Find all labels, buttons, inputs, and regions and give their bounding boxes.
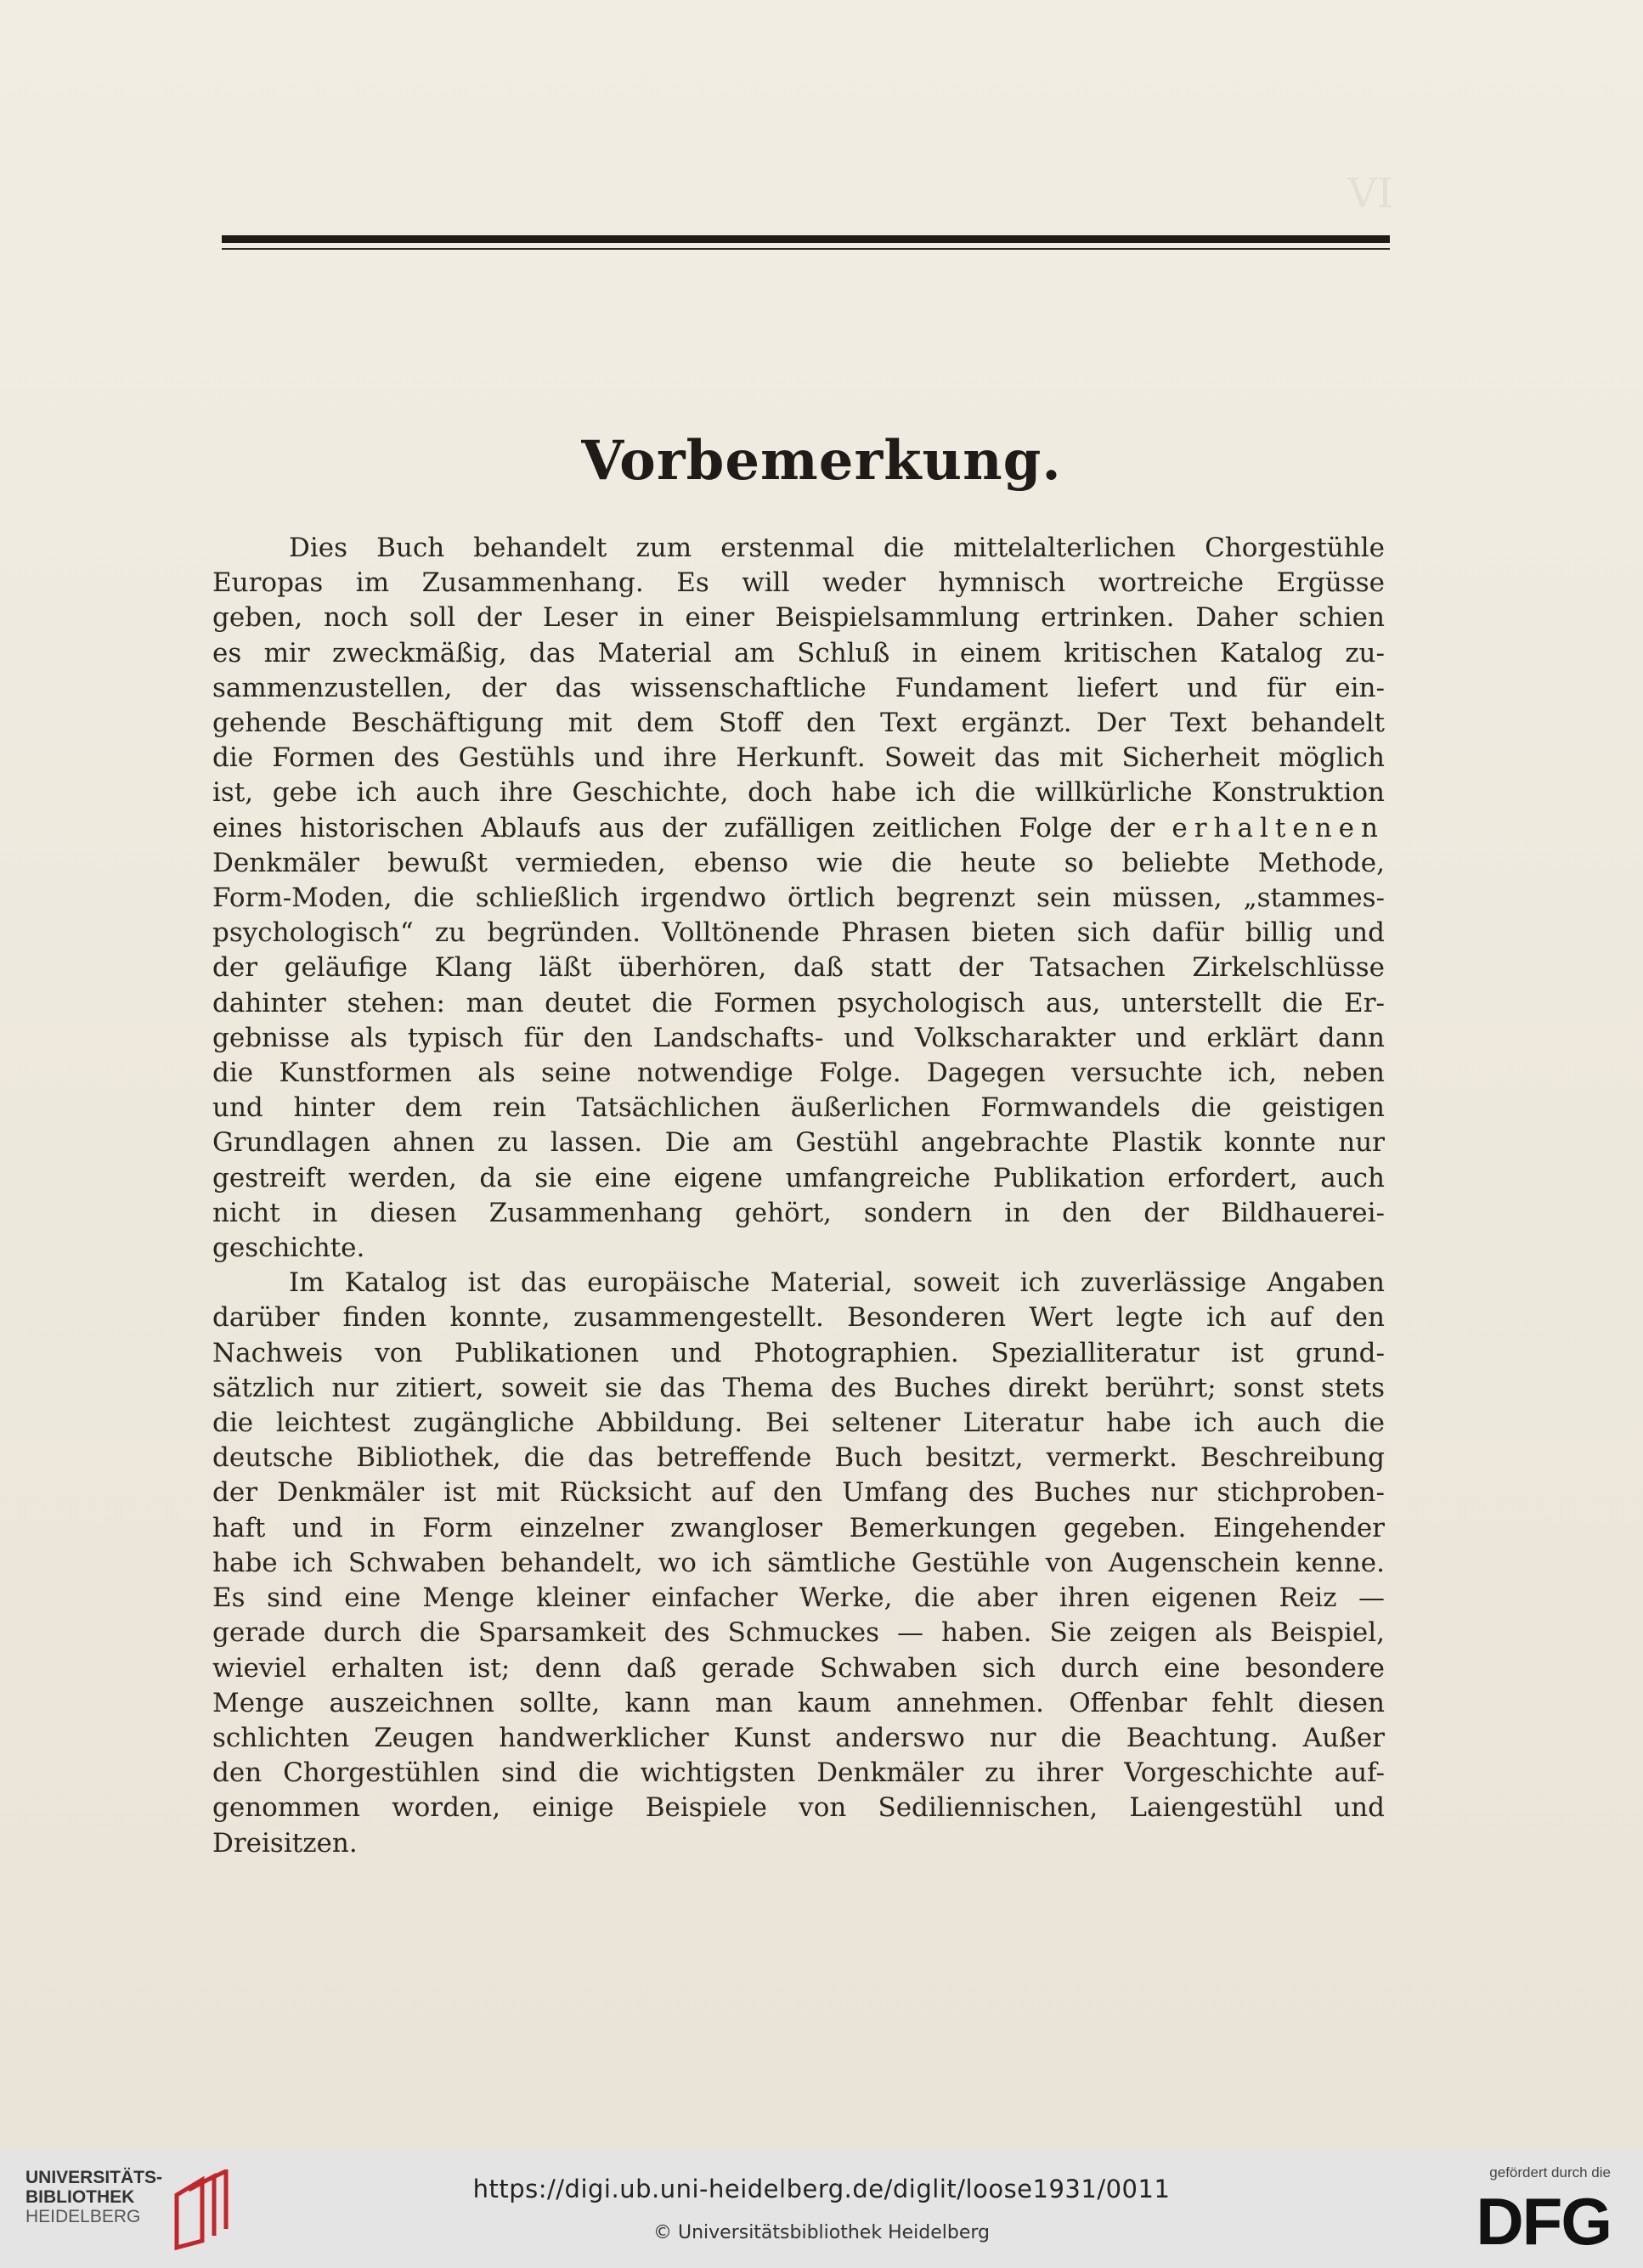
text-line: es mir zweckmäßig, das Material am Schluß in einem kritischen Katalog zu- bbox=[212, 637, 1385, 669]
text-line: der geläufige Klang läßt überhören, daß statt der Tatsachen Zirkelschlüsse bbox=[212, 952, 1385, 984]
library-line-1: UNIVERSITÄTS- bbox=[25, 2168, 163, 2187]
text-line: geben, noch soll der Leser in einer Beispielsammlung ertrinken. Daher schien bbox=[212, 602, 1385, 634]
text-line: wieviel erhalten ist; denn daß gerade Schwaben sich durch eine besondere bbox=[212, 1652, 1385, 1684]
text-line: genommen worden, einige Beispiele von Sediliennischen, Laiengestühl und bbox=[212, 1792, 1385, 1824]
viewer-footer bbox=[0, 2149, 1643, 2268]
library-line-3: HEIDELBERG bbox=[25, 2207, 141, 2226]
text-line: dahinter stehen: man deutet die Formen psychologisch aus, unterstellt die Er- bbox=[212, 987, 1385, 1018]
text-line: die Formen des Gestühls und ihre Herkunft. Soweit das mit Sicherheit möglich bbox=[212, 742, 1385, 774]
text-line-with-spaced-word bbox=[212, 811, 1385, 846]
text-line: Menge auszeichnen sollte, kann man kaum annehmen. Offenbar fehlt diesen bbox=[212, 1687, 1385, 1718]
text-line: haft und in Form einzelner zwangloser Bemerkungen gegeben. Eingehender bbox=[212, 1512, 1385, 1543]
paragraph-1 bbox=[212, 531, 1385, 1266]
funding-note: gefördert durch die bbox=[1489, 2164, 1611, 2181]
body-text bbox=[212, 531, 1385, 1861]
text-line: Form-Moden, die schließlich irgendwo örtlich begrenzt sein müssen, „stammes- bbox=[212, 883, 1385, 914]
text-line: habe ich Schwaben behandelt, wo ich sämtliche Gestühle von Augenschein kenne. bbox=[212, 1547, 1385, 1578]
text-line: geschichte. bbox=[212, 1233, 365, 1264]
text-line: ist, gebe ich auch ihre Geschichte, doch habe ich die willkürliche Konstruktion bbox=[212, 777, 1385, 809]
text-line: Grundlagen ahnen zu lassen. Die am Gestühl angebrachte Plastik konnte nur bbox=[212, 1127, 1385, 1159]
text-line: deutsche Bibliothek, die das betreffende Buch besitzt, vermerkt. Beschreibung bbox=[212, 1442, 1385, 1474]
spaced-word: erhaltenen bbox=[1172, 812, 1385, 843]
text-line: Denkmäler bewußt vermieden, ebenso wie die heute so beliebte Methode, bbox=[212, 847, 1385, 878]
text-line: gestreift werden, da sie eine eigene umfangreiche Publikation erfordert, auch bbox=[212, 1162, 1385, 1193]
text-line: schlichten Zeugen handwerklicher Kunst anderswo nur die Beachtung. Außer bbox=[212, 1722, 1385, 1753]
copyright-notice: © Universitätsbibliothek Heidelberg bbox=[652, 2222, 990, 2243]
text-line: Europas im Zusammenhang. Es will weder hymnisch wortreiche Ergüsse bbox=[212, 567, 1385, 599]
text-line: darüber finden konnte, zusammengestellt. Besonderen Wert legte ich auf den bbox=[212, 1302, 1385, 1334]
header-rule-thick bbox=[222, 235, 1390, 243]
text-line: Dreisitzen. bbox=[212, 1827, 358, 1859]
permalink-url[interactable]: https://digi.ub.uni-heidelberg.de/diglit/loose1931/0011 bbox=[472, 2175, 1171, 2203]
library-line-2: BIBLIOTHEK bbox=[25, 2187, 135, 2207]
ghost-page-number: VI bbox=[1347, 170, 1393, 217]
text-line: den Chorgestühlen sind die wichtigsten Denkmäler zu ihrer Vorgeschichte auf- bbox=[212, 1757, 1385, 1789]
text-line: gehende Beschäftigung mit dem Stoff den Text ergänzt. Der Text behandelt bbox=[212, 708, 1385, 739]
text-line: gebnisse als typisch für den Landschafts- und Volkscharakter und erklärt dann bbox=[212, 1022, 1385, 1053]
text-line: und hinter dem rein Tatsächlichen äußerlichen Formwandels die geistigen bbox=[212, 1092, 1385, 1124]
text-line: Es sind eine Menge kleiner einfacher Werke, die aber ihren eigenen Reiz — bbox=[212, 1583, 1385, 1614]
dfg-letters: DFG bbox=[1476, 2184, 1611, 2259]
text-line: nicht in diesen Zusammenhang gehört, sondern in den der Bildhauerei- bbox=[212, 1197, 1385, 1228]
header-rule-thin bbox=[222, 248, 1390, 250]
text-line-start: eines historischen Ablaufs aus der zufälligen zeitlichen Folge der bbox=[212, 812, 1155, 843]
page-title: Vorbemerkung. bbox=[581, 429, 1062, 493]
text-line: Im Katalog ist das europäische Material, soweit ich zuverlässige Angaben bbox=[289, 1267, 1385, 1299]
text-line: gerade durch die Sparsamkeit des Schmuckes — haben. Sie zeigen als Beispiel, bbox=[212, 1617, 1385, 1649]
text-line: Dies Buch behandelt zum erstenmal die mittelalterlichen Chorgestühle bbox=[289, 533, 1385, 563]
paragraph-2 bbox=[212, 1266, 1385, 1860]
text-line: sammenzustellen, der das wissenschaftliche Fundament liefert und für ein- bbox=[212, 672, 1385, 703]
text-line: psychologisch“ zu begründen. Volltönende Phrasen bieten sich dafür billig und bbox=[212, 917, 1385, 949]
text-line: der Denkmäler ist mit Rücksicht auf den Umfang des Buches nur stichproben- bbox=[212, 1477, 1385, 1509]
text-line: die leichtest zugängliche Abbildung. Bei seltener Literatur habe ich auch die bbox=[212, 1408, 1385, 1439]
text-line: sätzlich nur zitiert, soweit sie das Thema des Buches direkt berührt; sonst stets bbox=[212, 1372, 1385, 1403]
text-line: Nachweis von Publikationen und Photographien. Spezialliteratur ist grund- bbox=[212, 1337, 1385, 1368]
text-line: die Kunstformen als seine notwendige Folge. Dagegen versuchte ich, neben bbox=[212, 1058, 1385, 1089]
dfg-logo[interactable] bbox=[1449, 2164, 1611, 2258]
